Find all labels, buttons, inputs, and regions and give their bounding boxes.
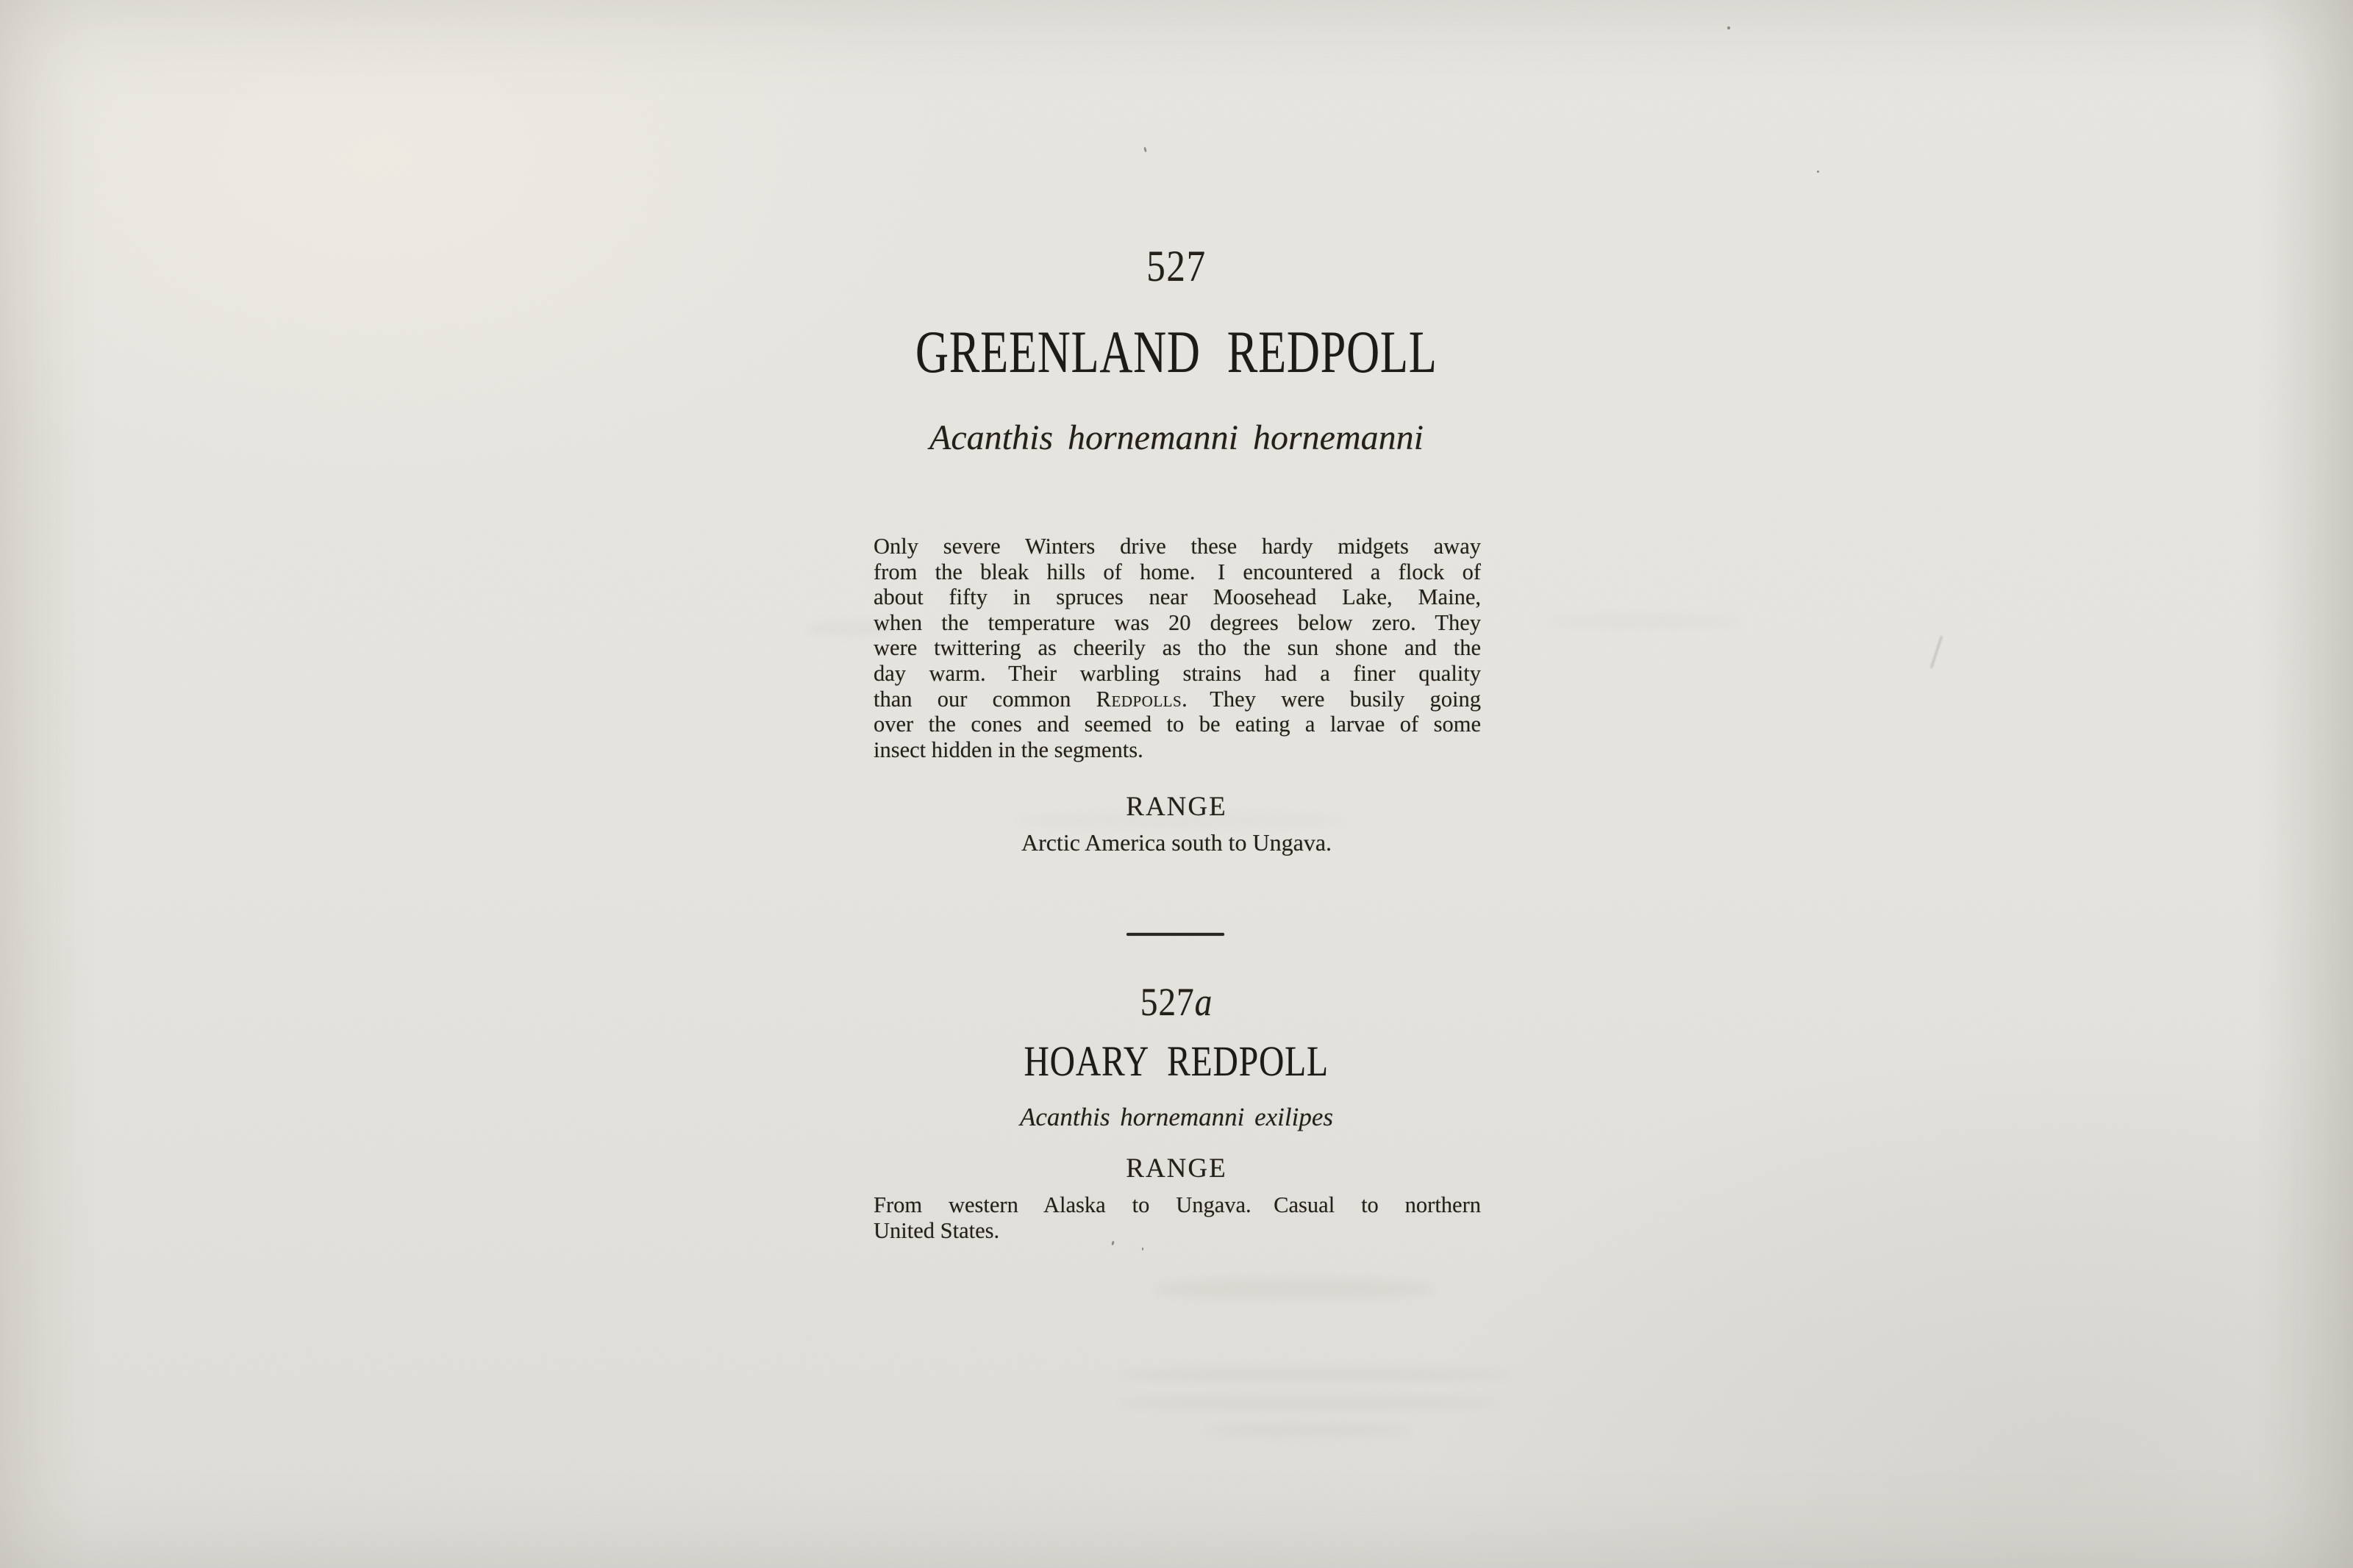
paper-speck	[1817, 171, 1819, 173]
entry-number-suffix: a	[1194, 980, 1213, 1024]
showthrough-smudge	[1118, 1369, 1515, 1381]
paragraph-line: Only severe Winters drive these hardy midgets away	[874, 534, 1481, 559]
entry-number-text	[1140, 979, 1213, 1025]
paper-speck	[1143, 147, 1147, 153]
paragraph-line: over the cones and seemed to be eating a larvae of some	[874, 712, 1481, 737]
smallcaps-redpolls: Redpolls	[1096, 686, 1182, 712]
entry-number	[0, 241, 2353, 292]
description-paragraph	[874, 534, 1481, 762]
range-text-line: From western Alaska to Ungava. Casual to northern	[874, 1192, 1481, 1217]
paragraph-line: from the bleak hills of home. I encountered a flock of	[874, 559, 1481, 584]
scientific-name: Acanthis hornemanni exilipes	[1019, 1103, 1334, 1131]
range-text-line: United States.	[874, 1217, 1000, 1243]
showthrough-smudge	[1206, 1425, 1412, 1436]
paragraph-line-text: than our common	[874, 686, 1096, 712]
scientific-name: Acanthis hornemanni hornemanni	[929, 418, 1424, 457]
range-heading: RANGE	[1126, 792, 1227, 822]
entry-title	[0, 1037, 2353, 1086]
range-text-block	[874, 1192, 1481, 1243]
paragraph-line: were twittering as cheerily as tho the sun shone and the	[874, 635, 1481, 661]
entry-number	[0, 979, 2353, 1025]
paper-speck	[1142, 1247, 1143, 1250]
entry-number-digits: 527	[1140, 980, 1195, 1024]
paper-speck	[1727, 26, 1730, 29]
entry-number-text: 527	[1146, 242, 1207, 290]
paragraph-line: insect hidden in the segments.	[874, 737, 1143, 762]
entry-title	[0, 318, 2353, 387]
paragraph-line	[874, 687, 1481, 712]
showthrough-smudge	[1544, 616, 1743, 627]
paragraph-line: when the temperature was 20 degrees below zero. They	[874, 609, 1481, 635]
paper-scratch	[1930, 636, 1943, 669]
range-heading: RANGE	[1126, 1153, 1227, 1184]
paragraph-line: day warm. Their warbling strains had a finer quality	[874, 660, 1481, 686]
entry-title-text: HOARY REDPOLL	[1024, 1037, 1329, 1085]
paragraph-line: about fifty in spruces near Moosehead Lake, Maine,	[874, 584, 1481, 610]
showthrough-smudge	[1118, 1397, 1500, 1409]
showthrough-smudge	[1154, 1279, 1434, 1298]
section-divider-rule	[1126, 933, 1224, 936]
range-text: Arctic America south to Ungava.	[1021, 829, 1332, 856]
entry-title-text: GREENLAND REDPOLL	[915, 318, 1438, 385]
paragraph-line-text: . They were busily going	[1182, 686, 1481, 712]
